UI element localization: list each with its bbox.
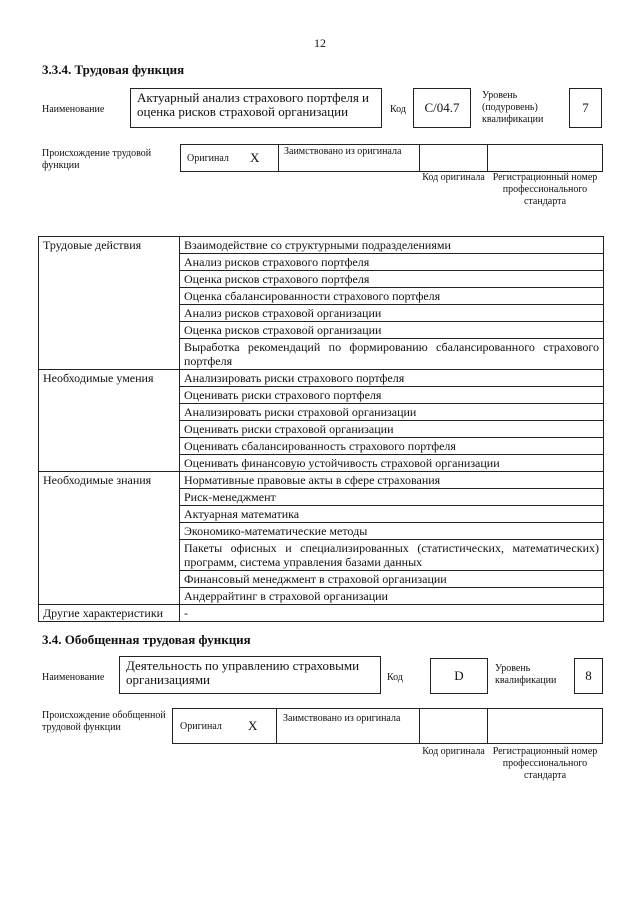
table-row bbox=[39, 237, 604, 254]
table-cell: - bbox=[180, 605, 604, 622]
code-label: Код bbox=[387, 672, 403, 683]
table-cell: Финансовый менеджмент в страховой организации bbox=[180, 571, 604, 588]
borrowed-label: Заимствовано из оригинала bbox=[284, 146, 402, 157]
level-label: Уровень квалификации bbox=[495, 663, 557, 686]
borrowed-label: Заимствовано из оригинала bbox=[283, 713, 401, 724]
function-name-value: Деятельность по управлению страховыми организациями bbox=[126, 658, 360, 687]
level-box bbox=[574, 658, 603, 694]
table-cell bbox=[180, 339, 604, 370]
table-cell: Экономико-математические методы bbox=[180, 523, 604, 540]
original-mark: X bbox=[250, 150, 260, 165]
category-cell: Необходимые умения bbox=[39, 370, 180, 472]
function-name-box bbox=[119, 656, 381, 694]
table-cell: Андеррайтинг в страховой организации bbox=[180, 588, 604, 605]
table-cell: Нормативные правовые акты в сфере страхования bbox=[180, 472, 604, 489]
table-row bbox=[39, 472, 604, 489]
table-cell: Анализировать риски страховой организации bbox=[180, 404, 604, 421]
table-cell: Анализировать риски страхового портфеля bbox=[180, 370, 604, 387]
level-value: 8 bbox=[585, 668, 592, 683]
table-row bbox=[39, 370, 604, 387]
category-cell: Необходимые знания bbox=[39, 472, 180, 605]
level-label: Уровень (подуровень) квалификации bbox=[482, 90, 544, 125]
divider bbox=[278, 144, 279, 172]
table-cell: Взаимодействие со структурными подразделениями bbox=[180, 237, 604, 254]
function-name-value: Актуарный анализ страхового портфеля и оценка рисков страховой организации bbox=[137, 90, 370, 119]
original-mark: X bbox=[248, 718, 258, 733]
name-label: Наименование bbox=[42, 672, 105, 683]
code-original-label: Код оригинала bbox=[422, 746, 485, 757]
origin-label: Происхождение трудовой функции bbox=[42, 148, 152, 171]
original-label: Оригинал bbox=[180, 721, 222, 732]
code-value: C/04.7 bbox=[424, 100, 460, 115]
function-name-box bbox=[130, 88, 382, 128]
category-cell: Трудовые действия bbox=[39, 237, 180, 370]
table-cell: Анализ рисков страховой организации bbox=[180, 305, 604, 322]
reg-number-label: Регистрационный номер профессионального стандарта bbox=[492, 746, 598, 781]
divider bbox=[276, 708, 277, 744]
name-label: Наименование bbox=[42, 104, 105, 115]
code-box bbox=[430, 658, 488, 694]
table-row bbox=[39, 605, 604, 622]
level-box bbox=[569, 88, 602, 128]
code-original-box bbox=[419, 144, 488, 172]
table-cell: Оценивать риски страховой организации bbox=[180, 421, 604, 438]
table-cell: Оценка сбалансированности страхового портфеля bbox=[180, 288, 604, 305]
original-label: Оригинал bbox=[187, 153, 229, 164]
origin-label: Происхождение обобщенной трудовой функции bbox=[42, 710, 166, 733]
table-cell: Оценивать риски страхового портфеля bbox=[180, 387, 604, 404]
category-cell: Другие характеристики bbox=[39, 605, 180, 622]
reg-number-label: Регистрационный номер профессионального стандарта bbox=[492, 172, 598, 207]
code-value: D bbox=[454, 668, 464, 683]
page-number: 12 bbox=[314, 36, 326, 50]
level-value: 7 bbox=[582, 100, 589, 115]
table-cell: Риск-менеджмент bbox=[180, 489, 604, 506]
code-original-box bbox=[419, 708, 488, 744]
table-cell: Анализ рисков страхового портфеля bbox=[180, 254, 604, 271]
reg-number-box bbox=[487, 144, 603, 172]
reg-number-box bbox=[487, 708, 603, 744]
section-title: 3.4. Обобщенная трудовая функция bbox=[42, 632, 251, 647]
table-cell-text: Выработка рекомендаций по формированию сбалансированного страхового портфеля bbox=[184, 340, 599, 368]
table-cell: Оценка рисков страхового портфеля bbox=[180, 271, 604, 288]
section-title: 3.3.4. Трудовая функция bbox=[42, 62, 185, 77]
table-cell: Актуарная математика bbox=[180, 506, 604, 523]
table-cell bbox=[180, 540, 604, 571]
table-cell-text: Пакеты офисных и специализированных (статистических, математических) программ, система управления базами данных bbox=[184, 541, 599, 569]
code-label: Код bbox=[390, 104, 406, 115]
table-cell: Оценивать финансовую устойчивость страховой организации bbox=[180, 455, 604, 472]
code-box bbox=[413, 88, 471, 128]
code-original-label: Код оригинала bbox=[422, 172, 485, 183]
labor-function-table bbox=[38, 236, 604, 622]
table-cell: Оценивать сбалансированность страхового портфеля bbox=[180, 438, 604, 455]
table-cell: Оценка рисков страховой организации bbox=[180, 322, 604, 339]
